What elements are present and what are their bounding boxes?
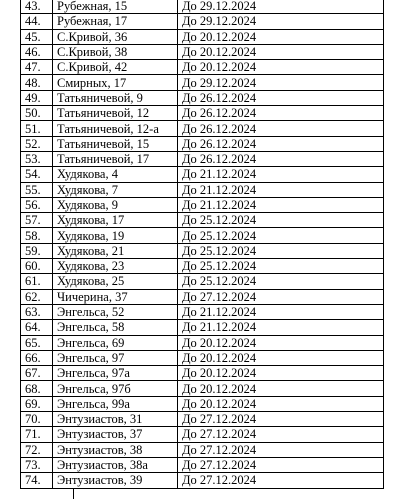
- table-row: [21, 167, 384, 182]
- table-row: [21, 335, 384, 350]
- table-row: [21, 366, 384, 381]
- row-number-cell: 46.: [21, 44, 53, 59]
- row-number-cell: 55.: [21, 182, 53, 197]
- deadline-cell: До 20.12.2024: [178, 396, 384, 411]
- address-cell: Татьяничевой, 17: [53, 151, 178, 166]
- deadline-cell: До 25.12.2024: [178, 259, 384, 274]
- table-row: [21, 213, 384, 228]
- table-row: [21, 274, 384, 289]
- table-row: [21, 182, 384, 197]
- row-number-cell: 45.: [21, 29, 53, 44]
- table-row: [21, 44, 384, 59]
- address-cell: Энгельса, 97: [53, 350, 178, 365]
- deadline-cell: До 20.12.2024: [178, 29, 384, 44]
- deadline-cell: До 21.12.2024: [178, 320, 384, 335]
- deadline-cell: До 29.12.2024: [178, 14, 384, 29]
- table-row: [21, 197, 384, 212]
- address-cell: Татьяничевой, 12-а: [53, 121, 178, 136]
- row-number-cell: 71.: [21, 427, 53, 442]
- table-row: [21, 473, 384, 488]
- deadline-cell: До 20.12.2024: [178, 366, 384, 381]
- row-number-cell: 57.: [21, 213, 53, 228]
- row-number-cell: 51.: [21, 121, 53, 136]
- address-cell: Татьяничевой, 12: [53, 106, 178, 121]
- address-cell: Худякова, 9: [53, 197, 178, 212]
- table-row: [21, 14, 384, 29]
- table-row: [21, 457, 384, 472]
- address-cell: С.Кривой, 36: [53, 29, 178, 44]
- address-cell: С.Кривой, 42: [53, 60, 178, 75]
- row-number-cell: 68.: [21, 381, 53, 396]
- row-number-cell: 62.: [21, 289, 53, 304]
- address-cell: Татьяничевой, 15: [53, 136, 178, 151]
- address-cell: Энтузиастов, 31: [53, 412, 178, 427]
- table-row: [21, 304, 384, 319]
- row-number-cell: 63.: [21, 304, 53, 319]
- text-cursor: [73, 489, 74, 499]
- table-row: [21, 29, 384, 44]
- address-cell: Энгельса, 97б: [53, 381, 178, 396]
- table-row: [21, 106, 384, 121]
- deadline-cell: До 21.12.2024: [178, 167, 384, 182]
- row-number-cell: 56.: [21, 197, 53, 212]
- table-row: [21, 320, 384, 335]
- address-cell: Худякова, 19: [53, 228, 178, 243]
- row-number-cell: 58.: [21, 228, 53, 243]
- row-number-cell: 66.: [21, 350, 53, 365]
- deadline-cell: До 27.12.2024: [178, 427, 384, 442]
- deadline-cell: До 25.12.2024: [178, 228, 384, 243]
- deadline-cell: До 29.12.2024: [178, 75, 384, 90]
- address-cell: Смирных, 17: [53, 75, 178, 90]
- deadline-cell: До 26.12.2024: [178, 151, 384, 166]
- row-number-cell: 60.: [21, 259, 53, 274]
- deadline-cell: До 26.12.2024: [178, 121, 384, 136]
- table-row: [21, 136, 384, 151]
- deadline-cell: До 21.12.2024: [178, 182, 384, 197]
- address-cell: Худякова, 23: [53, 259, 178, 274]
- row-number-cell: 53.: [21, 151, 53, 166]
- table-body: [21, 0, 384, 488]
- row-number-cell: 70.: [21, 412, 53, 427]
- table-row: [21, 0, 384, 14]
- row-number-cell: 69.: [21, 396, 53, 411]
- table-row: [21, 75, 384, 90]
- deadline-cell: До 20.12.2024: [178, 44, 384, 59]
- deadline-cell: До 26.12.2024: [178, 106, 384, 121]
- address-cell: Энтузиастов, 38а: [53, 457, 178, 472]
- row-number-cell: 48.: [21, 75, 53, 90]
- table-row: [21, 60, 384, 75]
- deadline-cell: До 25.12.2024: [178, 243, 384, 258]
- address-cell: Татьяничевой, 9: [53, 90, 178, 105]
- deadline-cell: До 26.12.2024: [178, 136, 384, 151]
- row-number-cell: 74.: [21, 473, 53, 488]
- address-cell: С.Кривой, 38: [53, 44, 178, 59]
- address-cell: Худякова, 7: [53, 182, 178, 197]
- row-number-cell: 61.: [21, 274, 53, 289]
- deadline-cell: До 21.12.2024: [178, 304, 384, 319]
- address-cell: Чичерина, 37: [53, 289, 178, 304]
- table-row: [21, 90, 384, 105]
- table-row: [21, 396, 384, 411]
- deadline-cell: До 29.12.2024: [178, 0, 384, 14]
- row-number-cell: 47.: [21, 60, 53, 75]
- address-cell: Энтузиастов, 38: [53, 442, 178, 457]
- row-number-cell: 54.: [21, 167, 53, 182]
- deadline-cell: До 27.12.2024: [178, 473, 384, 488]
- deadline-cell: До 27.12.2024: [178, 457, 384, 472]
- table-row: [21, 442, 384, 457]
- address-cell: Рубежная, 17: [53, 14, 178, 29]
- row-number-cell: 65.: [21, 335, 53, 350]
- address-cell: Энтузиастов, 39: [53, 473, 178, 488]
- address-cell: Энгельса, 99а: [53, 396, 178, 411]
- address-cell: Рубежная, 15: [53, 0, 178, 14]
- table-row: [21, 121, 384, 136]
- address-cell: Энгельса, 58: [53, 320, 178, 335]
- row-number-cell: 50.: [21, 106, 53, 121]
- deadline-cell: До 20.12.2024: [178, 350, 384, 365]
- address-cell: Худякова, 25: [53, 274, 178, 289]
- row-number-cell: 52.: [21, 136, 53, 151]
- table-row: [21, 381, 384, 396]
- table-row: [21, 427, 384, 442]
- table-row: [21, 350, 384, 365]
- row-number-cell: 59.: [21, 243, 53, 258]
- address-schedule-table: [20, 0, 384, 489]
- address-cell: Энтузиастов, 37: [53, 427, 178, 442]
- row-number-cell: 49.: [21, 90, 53, 105]
- row-number-cell: 72.: [21, 442, 53, 457]
- row-number-cell: 44.: [21, 14, 53, 29]
- deadline-cell: До 27.12.2024: [178, 412, 384, 427]
- address-cell: Худякова, 21: [53, 243, 178, 258]
- deadline-cell: До 26.12.2024: [178, 90, 384, 105]
- address-cell: Энгельса, 69: [53, 335, 178, 350]
- row-number-cell: 64.: [21, 320, 53, 335]
- deadline-cell: До 20.12.2024: [178, 335, 384, 350]
- deadline-cell: До 25.12.2024: [178, 274, 384, 289]
- deadline-cell: До 27.12.2024: [178, 289, 384, 304]
- table-row: [21, 228, 384, 243]
- deadline-cell: До 21.12.2024: [178, 197, 384, 212]
- address-cell: Худякова, 4: [53, 167, 178, 182]
- table-row: [21, 151, 384, 166]
- address-cell: Энгельса, 52: [53, 304, 178, 319]
- deadline-cell: До 20.12.2024: [178, 381, 384, 396]
- table-row: [21, 412, 384, 427]
- row-number-cell: 73.: [21, 457, 53, 472]
- row-number-cell: 43.: [21, 0, 53, 14]
- row-number-cell: 67.: [21, 366, 53, 381]
- deadline-cell: До 25.12.2024: [178, 213, 384, 228]
- deadline-cell: До 20.12.2024: [178, 60, 384, 75]
- table-row: [21, 243, 384, 258]
- deadline-cell: До 27.12.2024: [178, 442, 384, 457]
- address-cell: Худякова, 17: [53, 213, 178, 228]
- table-row: [21, 259, 384, 274]
- address-cell: Энгельса, 97а: [53, 366, 178, 381]
- table-row: [21, 289, 384, 304]
